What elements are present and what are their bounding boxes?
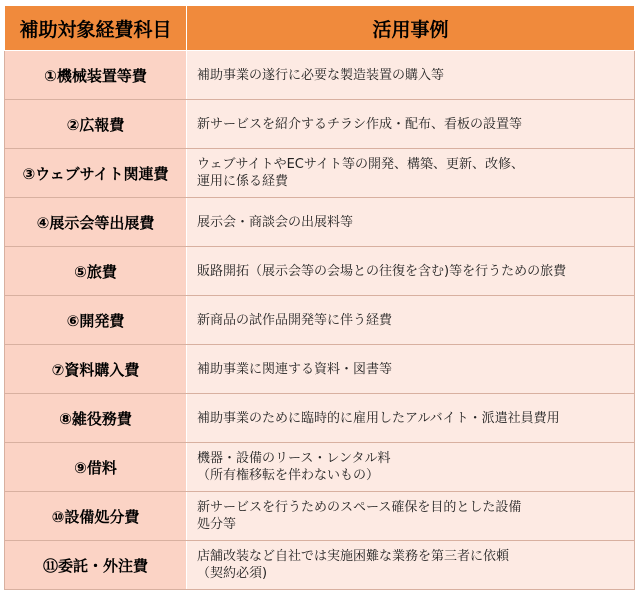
expense-category: ⑦資料購入費	[5, 345, 187, 394]
usage-example-line: 店舗改装など自社では実施困難な業務を第三者に依頼	[197, 549, 510, 564]
usage-example-line: 補助事業に関連する資料・図書等	[197, 361, 393, 377]
expense-table	[4, 5, 635, 590]
usage-example	[187, 51, 635, 100]
usage-example-line: 運用に係る経費	[197, 174, 289, 189]
table-row	[5, 51, 635, 100]
usage-example-line: （契約必須)	[197, 566, 268, 581]
table-header-row	[5, 6, 635, 51]
usage-example-line: 展示会・商談会の出展料等	[197, 214, 354, 230]
expense-category: ④展示会等出展費	[5, 198, 187, 247]
usage-example-line: 販路開拓（展示会等の会場との往復を含む)等を行うための旅費	[197, 263, 567, 279]
table-body	[5, 51, 635, 590]
header-category: 補助対象経費科目	[5, 6, 187, 51]
table-row	[5, 296, 635, 345]
usage-example-line: 処分等	[197, 517, 237, 532]
usage-example	[187, 394, 635, 443]
header-example: 活用事例	[187, 6, 635, 51]
usage-example	[187, 100, 635, 149]
usage-example	[187, 541, 635, 590]
expense-category: ⑤旅費	[5, 247, 187, 296]
expense-category: ②広報費	[5, 100, 187, 149]
table-row	[5, 149, 635, 198]
table-row	[5, 345, 635, 394]
table-row	[5, 198, 635, 247]
usage-example-line: 機器・設備のリース・レンタル料	[197, 451, 391, 466]
expense-category: ⑩設備処分費	[5, 492, 187, 541]
usage-example-line: （所有権移転を伴わないもの）	[197, 468, 380, 483]
table-row	[5, 541, 635, 590]
usage-example-line: 補助事業の遂行に必要な製造装置の購入等	[197, 67, 445, 83]
usage-example	[187, 198, 635, 247]
expense-table-container	[4, 5, 634, 590]
usage-example-line: 新サービスを紹介するチラシ作成・配布、看板の設置等	[197, 116, 523, 132]
expense-category: ③ウェブサイト関連費	[5, 149, 187, 198]
usage-example	[187, 443, 635, 492]
usage-example-line: ウェブサイトやECサイト等の開発、構築、更新、改修、	[197, 157, 524, 172]
table-row	[5, 492, 635, 541]
expense-category: ⑨借料	[5, 443, 187, 492]
usage-example	[187, 149, 635, 198]
table-row	[5, 443, 635, 492]
expense-category: ⑧雑役務費	[5, 394, 187, 443]
table-row	[5, 247, 635, 296]
usage-example	[187, 296, 635, 345]
expense-category: ①機械装置等費	[5, 51, 187, 100]
usage-example	[187, 345, 635, 394]
table-row	[5, 100, 635, 149]
table-row	[5, 394, 635, 443]
expense-category: ⑥開発費	[5, 296, 187, 345]
usage-example	[187, 247, 635, 296]
expense-category: ⑪委託・外注費	[5, 541, 187, 590]
usage-example	[187, 492, 635, 541]
usage-example-line: 新サービスを行うためのスペース確保を目的とした設備	[197, 500, 522, 515]
usage-example-line: 新商品の試作品開発等に伴う経費	[197, 312, 393, 328]
usage-example-line: 補助事業のために臨時的に雇用したアルバイト・派遣社員費用	[197, 410, 560, 426]
